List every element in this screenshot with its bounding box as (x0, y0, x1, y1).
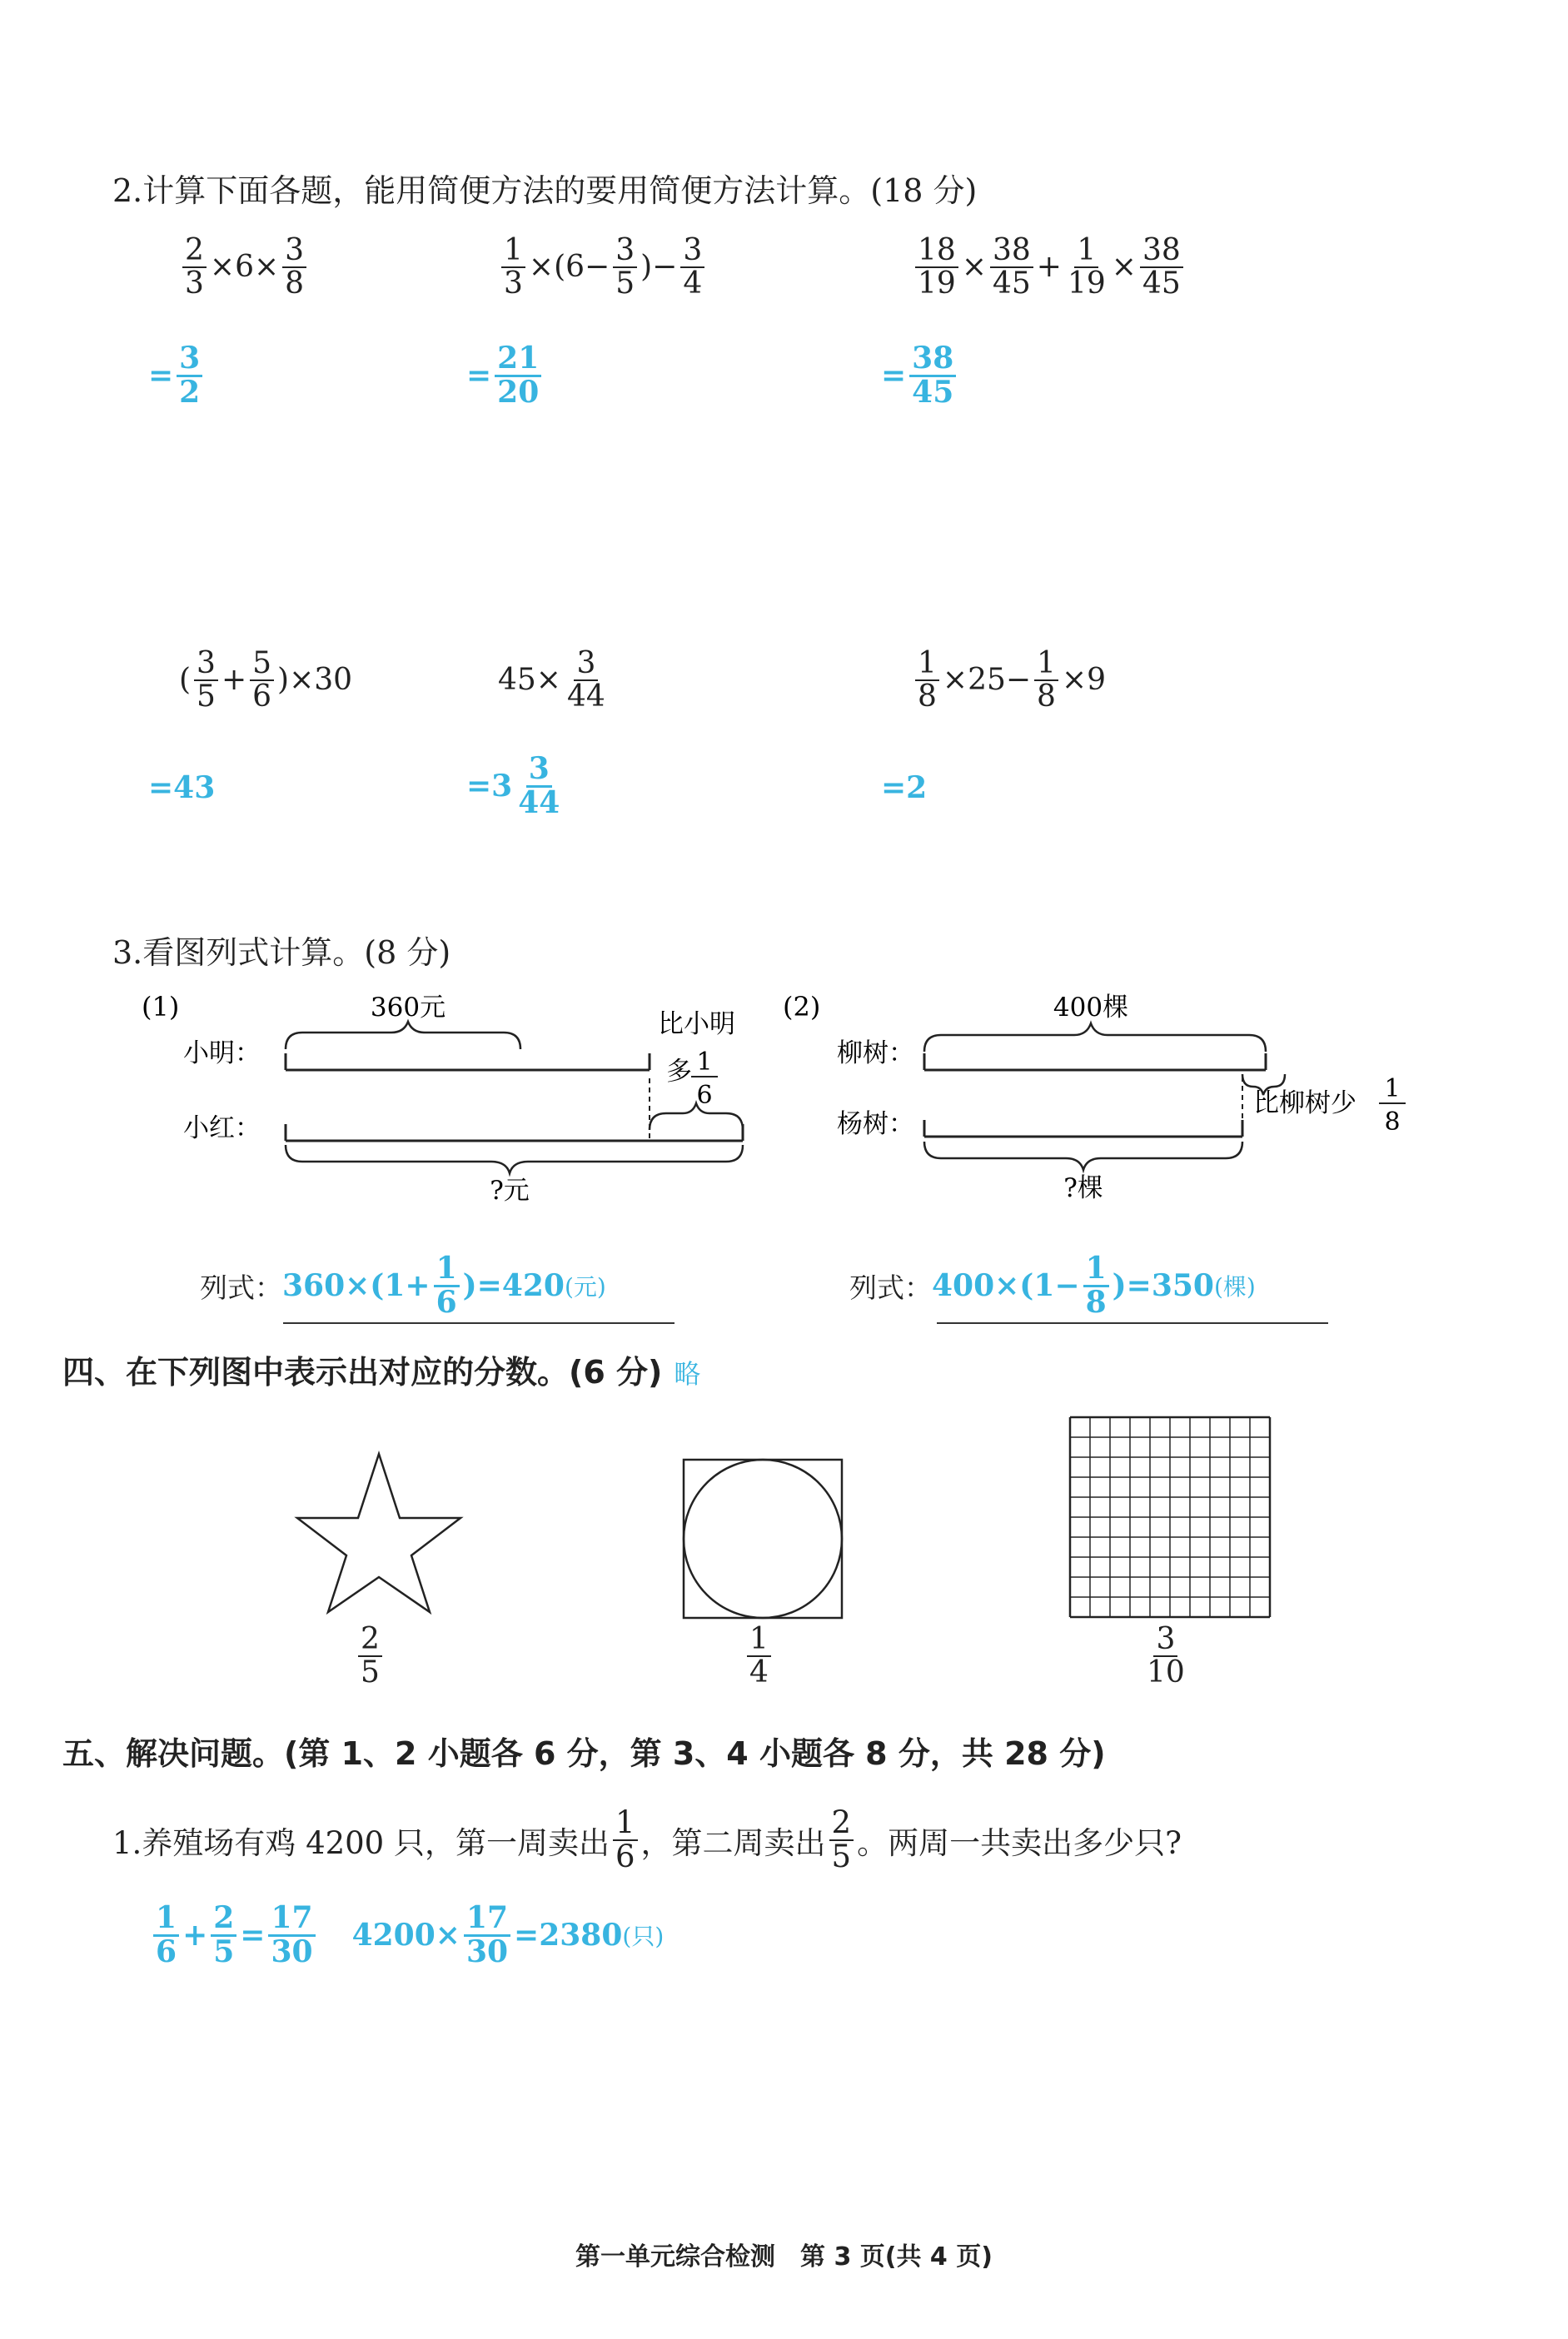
fraction: $\frac{2}{3}$ (182, 235, 207, 300)
top-label: 360元 (370, 993, 446, 1023)
fraction: $\frac{3}{44}$ (566, 646, 605, 714)
answer-1-2: = $\frac{21}{20}$ (466, 343, 545, 409)
circle-in-square-shape (681, 1457, 844, 1620)
problem-1-answer: $\frac{1}{6}$ + $\frac{2}{5}$ = $\frac{17}{30}$ 4200× $\frac{17}{30}$ =2380 (只) (150, 1903, 664, 1968)
expr-2-2: 45× $\frac{3}{44}$ (498, 648, 611, 713)
side-label: 比柳树少 (1253, 1088, 1356, 1118)
fraction: $\frac{38}{45}$ (1140, 235, 1183, 300)
circle-fraction: $\frac{1}{4}$ (744, 1624, 774, 1689)
section3-title: 3.看图列式计算。(8 分) (112, 934, 451, 971)
fraction-numerator: 1 (696, 1048, 713, 1077)
segment-diagram-1 (133, 987, 766, 1207)
section4-note: 略 (674, 1358, 701, 1390)
bottom-label: ?元 (490, 1176, 530, 1206)
side-label: 比小明 (658, 1009, 735, 1039)
star-fraction: $\frac{2}{5}$ (355, 1624, 386, 1689)
star-shape (291, 1449, 466, 1615)
figure-number: (1) (142, 991, 180, 1023)
answer-1-3: = $\frac{38}{45}$ (881, 343, 959, 409)
fraction: $\frac{5}{6}$ (250, 648, 274, 713)
bottom-brace (924, 1142, 1242, 1170)
answer-line-1 (283, 1322, 674, 1324)
page-footer: 第一单元综合检测 第 3 页(共 4 页) (575, 2242, 993, 2272)
segment-diagram-2 (783, 987, 1432, 1207)
top-brace (924, 1023, 1266, 1052)
bottom-label: ?棵 (1063, 1173, 1103, 1203)
fraction: $\frac{1}{8}$ (1034, 648, 1058, 713)
section2-title: 2.计算下面各题，能用简便方法的要用简便方法计算。(18 分) (112, 172, 978, 209)
fraction-numerator: 1 (1384, 1074, 1401, 1103)
expr-1-2: $\frac{1}{3}$ ×(6− $\frac{3}{5}$ )− $\frac{3}{4}$ (498, 235, 708, 300)
fraction: $\frac{1}{19}$ (1067, 233, 1106, 301)
section5-title: 五、解决问题。(第 1、2 小题各 6 分，第 3、4 小题各 8 分，共 28 分) (62, 1735, 1106, 1772)
expr-2-3: $\frac{1}{8}$ ×25− $\frac{1}{8}$ ×9 (912, 648, 1106, 713)
fraction: $\frac{3}{8}$ (282, 235, 306, 300)
fraction-denominator: 6 (696, 1081, 713, 1110)
row-label-poplar: 杨树： (837, 1109, 914, 1139)
answer-2-2: =3 $\frac{3}{44}$ (466, 751, 560, 820)
formula-2: 列式： 400×(1− $\frac{1}{8}$ )=350 (棵) (849, 1251, 1256, 1320)
top-label: 400棵 (1053, 993, 1129, 1023)
fraction: $\frac{38}{45}$ (990, 235, 1033, 300)
fraction: $\frac{1}{3}$ (501, 235, 525, 300)
expr-2-1: ( $\frac{3}{5}$ + $\frac{5}{6}$ )×30 (179, 646, 353, 714)
bottom-brace (286, 1145, 743, 1173)
fraction: $\frac{1}{8}$ (915, 648, 939, 713)
formula-1: 列式： 360×(1+ $\frac{1}{6}$ )=420 (元) (200, 1251, 606, 1320)
fraction-denominator: 8 (1384, 1107, 1401, 1137)
fraction: $\frac{18}{19}$ (915, 235, 958, 300)
fraction: $\frac{3}{4}$ (680, 235, 704, 300)
top-brace (286, 1022, 520, 1049)
row-label-xiaoming: 小明： (183, 1038, 261, 1068)
answer-2-3: =2 (881, 770, 928, 805)
answer-1-1: = $\frac{3}{2}$ (148, 343, 206, 409)
grid-shape (1068, 1416, 1272, 1619)
expr-1-1: $\frac{2}{3}$ ×6× $\frac{3}{8}$ (179, 235, 310, 300)
problem-1: 1.养殖场有鸡 4200 只，第一周卖出 $\frac{1}{6}$ ，第二周卖出 $\frac{2}{5}$ 。两周一共卖出多少只? (112, 1804, 1182, 1874)
section4-title: 四、在下列图中表示出对应的分数。(6 分) 略 (62, 1354, 701, 1391)
expr-1-3: $\frac{18}{19}$ × $\frac{38}{45}$ + $\frac{1}{19}$ × $\frac{38}{45}$ (912, 235, 1187, 300)
side-label-2: 多 (666, 1057, 692, 1087)
fraction: $\frac{3}{5}$ (613, 235, 637, 300)
answer-line-2 (937, 1322, 1328, 1324)
grid-fraction: $\frac{3}{10}$ (1147, 1622, 1185, 1690)
fraction: $\frac{3}{5}$ (194, 648, 218, 713)
row-label-willow: 柳树： (837, 1038, 914, 1068)
row-label-xiaohong: 小红： (183, 1113, 261, 1143)
answer-2-1: =43 (148, 770, 216, 805)
figure-number: (2) (783, 991, 821, 1023)
